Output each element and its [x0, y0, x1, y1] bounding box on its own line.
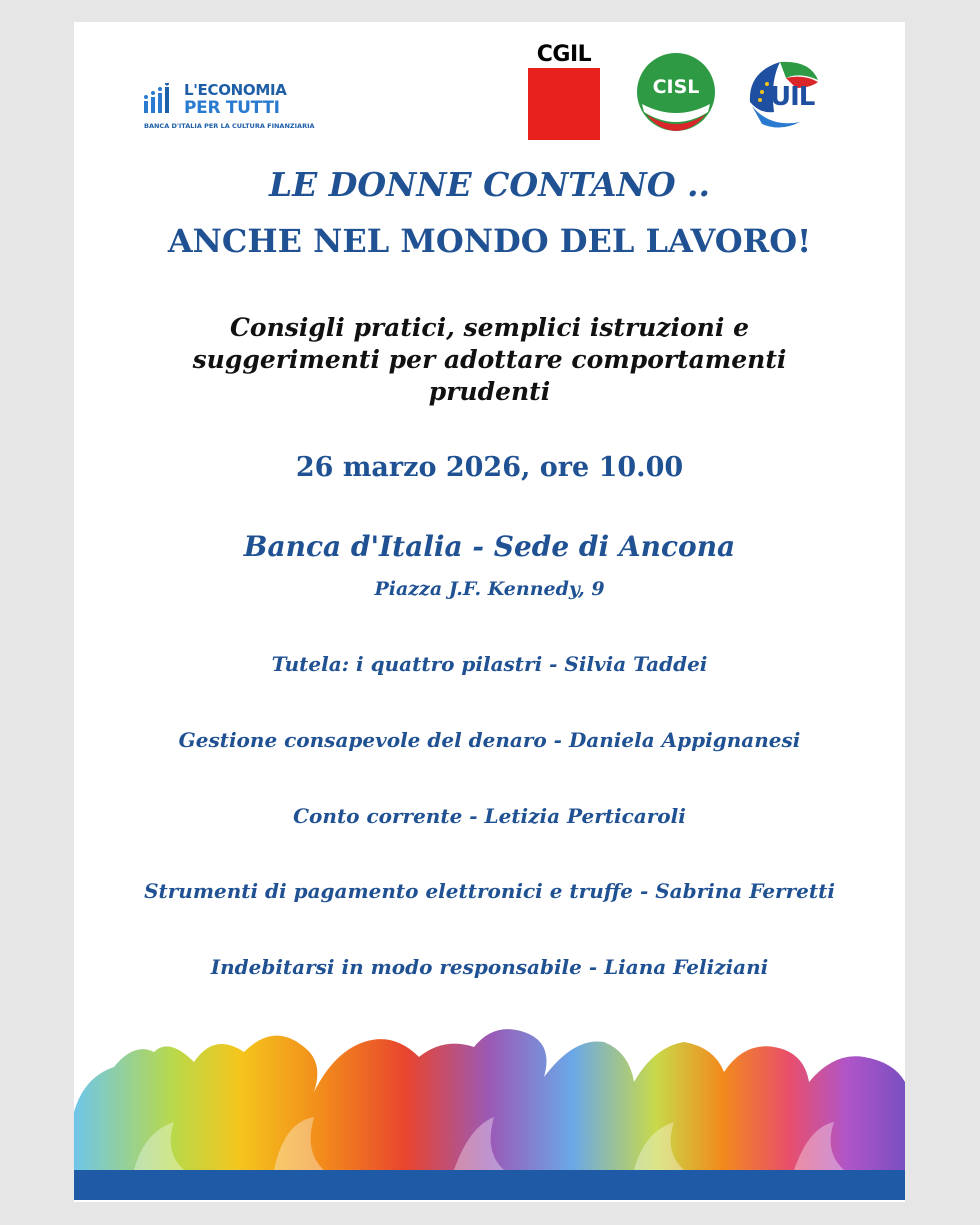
economia-per-tutti-logo [144, 77, 315, 137]
flyer-page [74, 22, 905, 1202]
agenda-item: Strumenti di pagamento elettronici e truffe - Sabrina Ferretti [144, 879, 835, 903]
subtitle [74, 312, 905, 408]
event-address: Piazza J.F. Kennedy, 9 [374, 578, 605, 600]
uil-text: UIL [770, 82, 815, 112]
uil-logo [740, 52, 824, 136]
footer-blue-bar [74, 1170, 905, 1200]
cgil-red-square [528, 68, 600, 140]
agenda-item: Indebitarsi in modo responsabile - Liana Feliziani [210, 955, 769, 979]
event-date: 26 marzo 2026, ore 10.00 [295, 452, 684, 483]
subtitle-line: prudenti [428, 377, 551, 406]
subtitle-line: Consigli pratici, semplici istruzioni e [230, 313, 749, 342]
agenda-item: Conto corrente - Letizia Perticaroli [293, 804, 686, 828]
economia-subtitle: BANCA D'ITALIA PER LA CULTURA FINANZIARIA [144, 122, 315, 130]
economia-line1: L'ECONOMIA [184, 81, 287, 99]
cisl-text: CISL [652, 76, 700, 98]
women-silhouettes-illustration [74, 1022, 905, 1170]
agenda-item: Gestione consapevole del denaro - Daniela Appignanesi [178, 728, 801, 752]
cgil-logo [528, 42, 600, 140]
title-line2: ANCHE NEL MONDO DEL LAVORO! [167, 222, 812, 260]
bar-chart-icon [144, 83, 180, 113]
top-margin [0, 0, 980, 22]
cisl-logo [636, 52, 716, 132]
title-line1: LE DONNE CONTANO .. [268, 165, 711, 204]
subtitle-line: suggerimenti per adottare comportamenti [192, 345, 787, 374]
agenda-item: Tutela: i quattro pilastri - Silvia Taddei [271, 652, 708, 676]
economia-line2: PER TUTTI [184, 98, 280, 118]
cgil-text: CGIL [536, 42, 592, 67]
event-venue: Banca d'Italia - Sede di Ancona [243, 530, 736, 563]
